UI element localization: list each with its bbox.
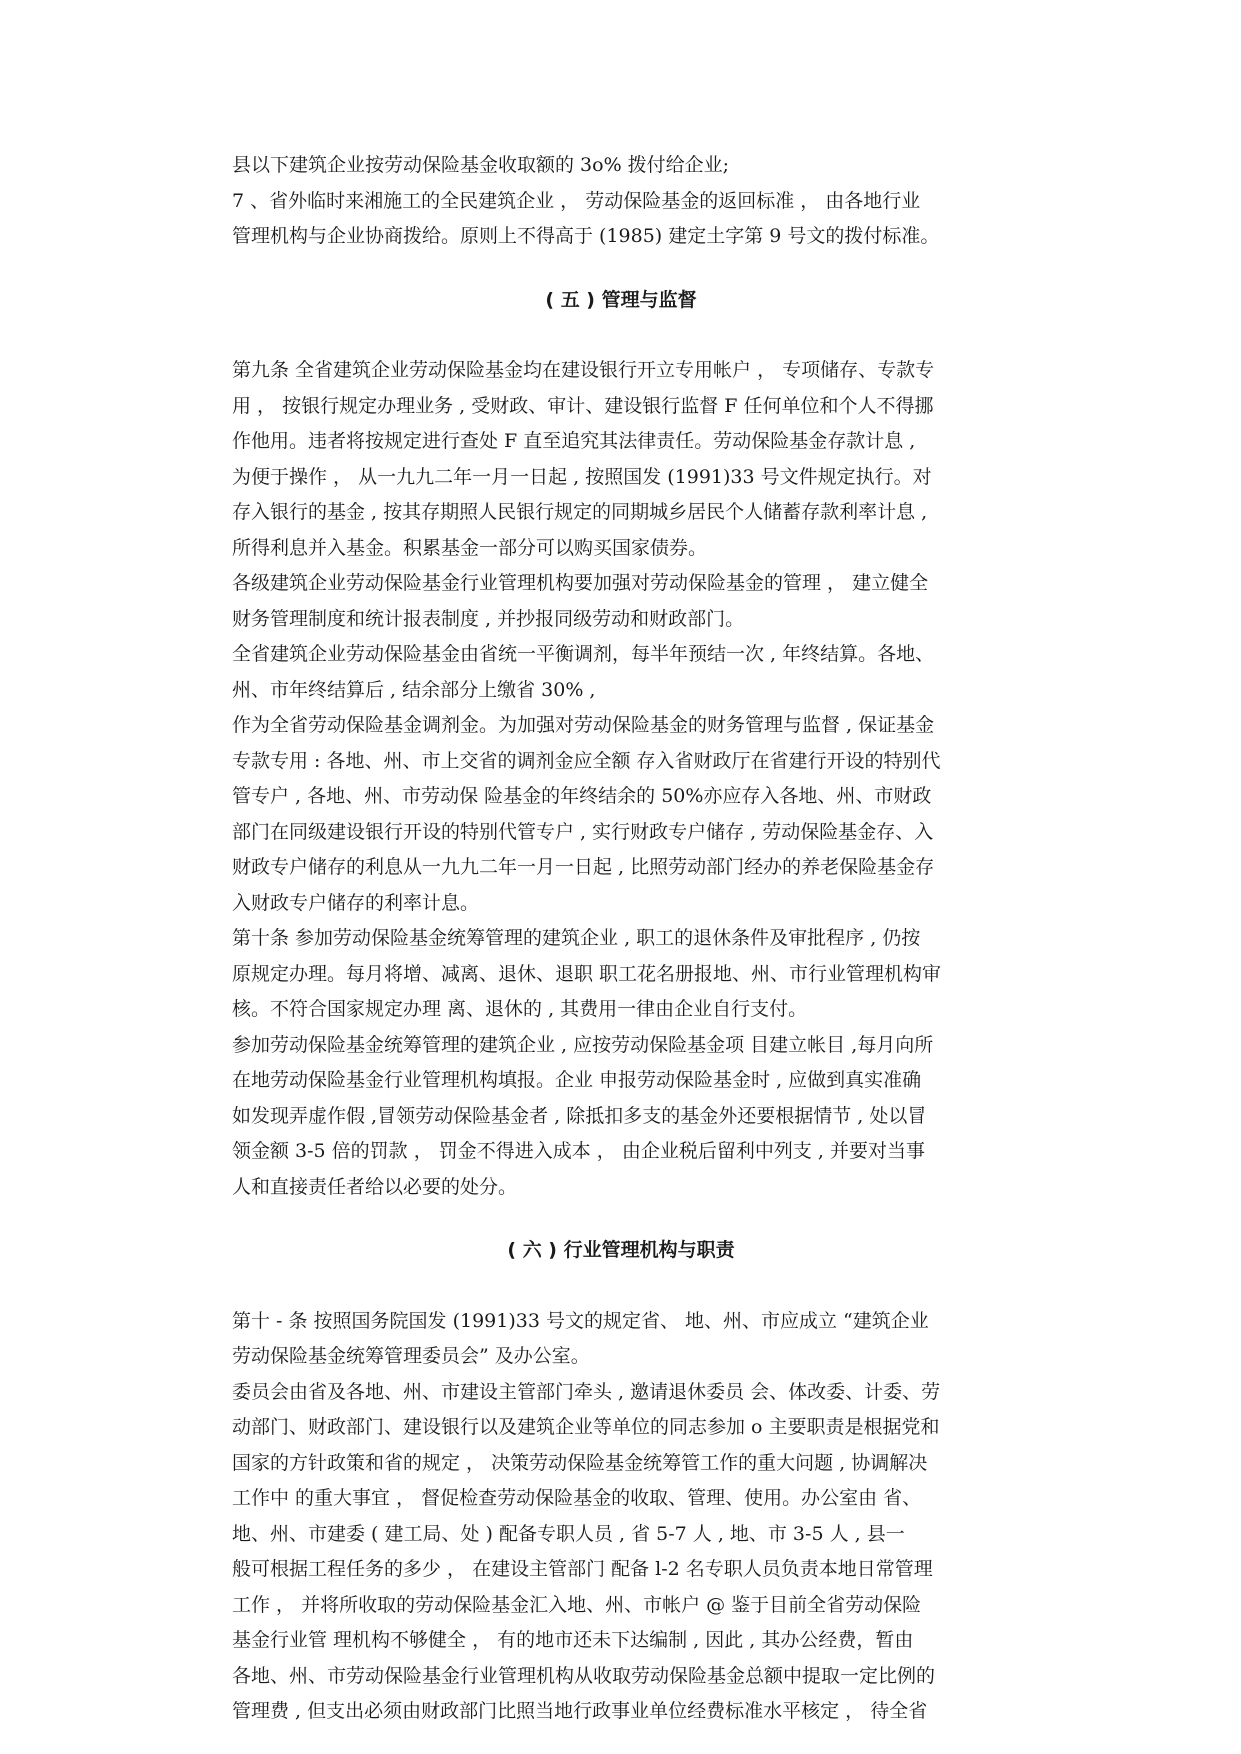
text-line: 管专户 , 各地、州、市劳动保 险基金的年终结余的 50%亦应存入各地、州、市财政 — [232, 785, 932, 807]
text-line: 领金额 3-5 倍的罚款 ， 罚金不得进入成本 ， 由企业税后留利中列支 , 并要对当事 — [232, 1140, 925, 1162]
text-line: 核。不符合国家规定办理 离、退休的 , 其费用一律由企业自行支付。 — [232, 998, 808, 1020]
text-line: 动部门、财政部门、建设银行以及建筑企业等单位的同志参加 o 主要职责是根据党和 — [232, 1416, 940, 1438]
text-line: 第十 - 条 按照国务院国发 (1991)33 号文的规定省、 地、州、市应成立 “建筑企业 — [232, 1309, 929, 1332]
section-5-body — [232, 353, 1010, 1205]
text-line: 般可根据工程任务的多少 ， 在建设主管部门 配备 l-2 名专职人员负责本地日常管理 — [232, 1558, 933, 1580]
text-line: 如发现弄虚作假 ,冒领劳动保险基金者 , 除抵扣多支的基金外还要根据情节 , 处以冒 — [232, 1104, 927, 1127]
text-line: 财务管理制度和统计报表制度 , 并抄报同级劳动和财政部门。 — [232, 607, 745, 630]
text-line: 参加劳动保险基金统筹管理的建筑企业 , 应按劳动保险基金项 目建立帐目 ,每月向所 — [232, 1033, 934, 1056]
text-line: 入财政专户储存的利率计息。 — [232, 891, 480, 914]
text-line: 原规定办理。每月将增、减离、退休、退职 职工花名册报地、州、市行业管理机构审 — [232, 962, 942, 985]
text-line: 地、州、市建委 ( 建工局、处 ) 配备专职人员 , 省 5-7 人 , 地、市 3-5 人 , 县一 — [232, 1522, 905, 1545]
text-line: 管理费 , 但支出必须由财政部门比照当地行政事业单位经费标准水平核定 ， 待全省 — [232, 1700, 928, 1722]
section-6-body — [232, 1304, 1010, 1730]
text-line: 作为全省劳动保险基金调剂金。为加强对劳动保险基金的财务管理与监督 , 保证基金 — [232, 714, 935, 736]
text-line: 在地劳动保险基金行业管理机构填报。企业 申报劳动保险基金时 , 应做到真实准确 — [232, 1069, 922, 1091]
text-line: 财政专户储存的利息从一九九二年一月一日起 , 比照劳动部门经办的养老保险基金存 — [232, 856, 935, 878]
text-line: 基金行业管 理机构不够健全 ， 有的地市还未下达编制 , 因此 , 其办公经费，暂由 — [232, 1629, 914, 1651]
text-line: 用 ， 按银行规定办理业务 , 受财政、审计、建设银行监督 F 任何单位和个人不得挪 — [232, 394, 934, 417]
text-line: 国家的方针政策和省的规定 ， 决策劳动保险基金统筹管工作的重大问题 , 协调解决 — [232, 1451, 928, 1474]
section-heading-6: ( 六 ) 行业管理机构与职责 — [507, 1239, 735, 1261]
document-body — [232, 148, 1010, 1730]
text-line: 劳动保险基金统筹管理委员会” 及办公室。 — [232, 1345, 590, 1367]
text-line: 人和直接责任者给以必要的处分。 — [232, 1175, 518, 1198]
text-line: 作他用。违者将按规定进行查处 F 直至追究其法律责任。劳动保险基金存款计息 , — [232, 430, 916, 452]
text-line: 县以下建筑企业按劳动保险基金收取额的 3o% 拨付给企业; — [232, 154, 730, 176]
text-line: 各级建筑企业劳动保险基金行业管理机构要加强对劳动保险基金的管理 ， 建立健全 — [232, 572, 929, 594]
text-line: 专款专用 : 各地、州、市上交省的调剂金应全额 存入省财政厅在省建行开设的特别代 — [232, 749, 941, 772]
text-line: 工作中 的重大事宜 ， 督促检查劳动保险基金的收取、管理、使用。办公室由 省、 — [232, 1487, 922, 1509]
text-line: 工作 ， 并将所收取的劳动保险基金汇入地、州、市帐户 @ 鉴于目前全省劳动保险 — [232, 1593, 922, 1616]
text-line: 第九条 全省建筑企业劳动保险基金均在建设银行开立专用帐户 ， 专项储存、专款专 — [232, 359, 935, 381]
text-line: 州、市年终结算后 , 结余部分上缴省 30% , — [232, 678, 596, 701]
text-line: 委员会由省及各地、州、市建设主管部门牵头 , 邀请退休委员 会、体改委、计委、劳 — [232, 1380, 941, 1403]
section-heading-5: ( 五 ) 管理与监督 — [545, 288, 697, 311]
text-line: 全省建筑企业劳动保险基金由省统一平衡调剂，每半年预结一次 , 年终结算。各地、 — [232, 643, 935, 665]
text-line: 部门在同级建设银行开设的特别代管专户 , 实行财政专户储存 , 劳动保险基金存、入 — [232, 820, 934, 843]
text-line: 第十条 参加劳动保险基金统筹管理的建筑企业 , 职工的退休条件及审批程序 , 仍按 — [232, 927, 921, 949]
text-line: 为便于操作 ， 从一九九二年一月一日起 , 按照国发 (1991)33 号文件规定执行。对 — [232, 465, 932, 488]
text-line: 存入银行的基金 , 按其存期照人民银行规定的同期城乡居民个人储蓄存款利率计息 , — [232, 501, 928, 523]
paragraph-block-1 — [232, 148, 1010, 255]
text-line: 管理机构与企业协商拨给。原则上不得高于 (1985) 建定土字第 9 号文的拨付标准。 — [232, 225, 940, 247]
text-line: 7 、省外临时来湘施工的全民建筑企业 ， 劳动保险基金的返回标准 ， 由各地行业 — [232, 189, 921, 212]
text-line: 所得利息并入基金。积累基金一部分可以购买国家债券。 — [232, 536, 708, 559]
text-line: 各地、州、市劳动保险基金行业管理机构从收取劳动保险基金总额中提取一定比例的 — [232, 1664, 936, 1687]
